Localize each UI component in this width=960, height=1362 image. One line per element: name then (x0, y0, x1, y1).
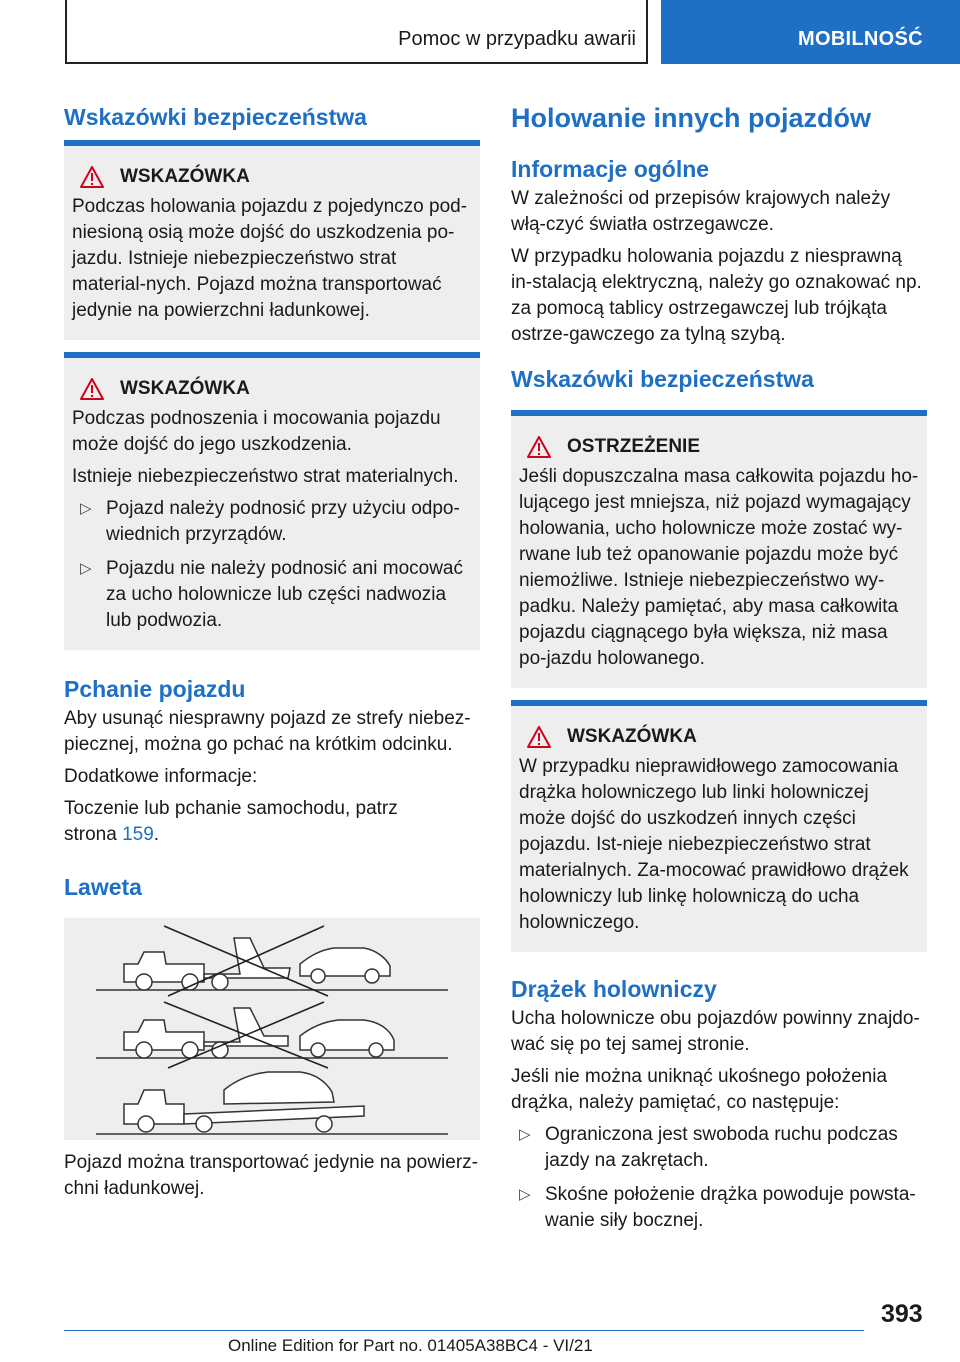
push-heading: Pchanie pojazdu (64, 676, 246, 702)
edition-footer: Online Edition for Part no. 01405A38BC4 - VI/21 (228, 1336, 593, 1355)
bar-list (511, 1122, 927, 1234)
right-safety-heading: Wskazówki bezpieczeństwa (511, 366, 814, 392)
page-link[interactable]: 159 (122, 824, 154, 845)
bar-text: Jeśli nie można uniknąć ukośnego położenia drążka, należy pamiętać, co następuje: (511, 1066, 888, 1113)
note-text: Podczas podnoszenia i mocowania pojazdu może dojść do jego uszkodzenia. (72, 408, 441, 455)
note-box-1 (64, 140, 480, 340)
note-text: W przypadku nieprawidłowego zamocowania drążka holowniczego lub linki holowniczej może dojść do uszkodzeń innych części pojazdu. Ist-nieje niebezpieczeństwo strat materialnych. Za-mocować prawidłowo drążek holowniczy lub linkę holowniczą do ucha holowniczego. (519, 756, 909, 933)
bar-heading: Drążek holowniczy (511, 976, 717, 1002)
general-text: W zależności od przepisów krajowych należy włą-czyć światła ostrzegawcze. (511, 188, 891, 235)
warning-triangle-icon (80, 378, 104, 400)
note-label: WSKAZÓWKA (120, 166, 250, 187)
warning-label: OSTRZEŻENIE (567, 436, 701, 457)
right-column (511, 98, 927, 1242)
laweta-heading: Laweta (64, 874, 142, 900)
header-frame (65, 0, 648, 64)
note-box-2 (64, 352, 480, 650)
left-column (64, 98, 480, 1208)
chapter-tab-label: MOBILNOŚĆ (798, 28, 923, 50)
list-item: ▷ Ograniczona jest swoboda ruchu podczas jazdy na zakrętach. (519, 1124, 898, 1171)
list-item: ▷ Pojazd należy podnosić przy użyciu odpo-wiednich przyrządów. (80, 498, 460, 545)
note-label: WSKAZÓWKA (120, 378, 250, 399)
towing-illustration-svg (64, 918, 480, 1140)
note-label: WSKAZÓWKA (567, 726, 697, 747)
general-text: W przypadku holowania pojazdu z niesprawną in-stalacją elektryczną, należy go oznakować np. za pomocą tablicy ostrzegawczej lub trójkąta ostrze-gawczego za tylną szybą. (511, 246, 922, 345)
warning-text: Jeśli dopuszczalna masa całkowita pojazdu ho-lującego jest mniejsza, niż pojazd wymagający holowania, ucho holownicze może zostać wy-rwane lub też opanowanie pojazdu może być niemożliwe. Istnieje niebezpieczeństwo wy-padku. Należy pamiętać, aby masa całkowita pojazdu ciągnącego była większa, niż masa po-jazdu holowanego. (519, 466, 919, 669)
illustration-caption: Pojazd można transportować jedynie na powierz-chni ładunkowej. (64, 1152, 478, 1199)
footer-divider (64, 1330, 864, 1331)
page-number: 393 (881, 1300, 923, 1328)
push-text: Dodatkowe informacje: (64, 766, 258, 787)
left-safety-heading: Wskazówki bezpieczeństwa (64, 104, 367, 130)
list-item: ▷ Skośne położenie drążka powoduje powsta-wanie siły bocznej. (519, 1184, 916, 1231)
main-heading: Holowanie innych pojazdów (511, 103, 872, 133)
push-text: Toczenie lub pchanie samochodu, patrz strona 159. (64, 798, 398, 845)
note-box-3 (511, 700, 927, 952)
warning-triangle-icon (527, 726, 551, 748)
triangle-bullet-icon: ▷ (80, 500, 92, 517)
warning-triangle-icon (80, 166, 104, 188)
towing-illustration (64, 918, 480, 1140)
note-list (72, 496, 472, 634)
triangle-bullet-icon: ▷ (519, 1126, 531, 1143)
general-heading: Informacje ogólne (511, 156, 710, 182)
section-title: Pomoc w przypadku awarii (398, 28, 636, 50)
push-text: Aby usunąć niesprawny pojazd ze strefy niebez-piecznej, można go pchać na krótkim odcinku. (64, 708, 471, 755)
warning-box (511, 410, 927, 688)
list-item: ▷ Pojazdu nie należy podnosić ani mocować za ucho holownicze lub części nadwozia lub podwozia. (80, 558, 463, 631)
note-text: Istnieje niebezpieczeństwo strat materialnych. (72, 466, 459, 487)
triangle-bullet-icon: ▷ (80, 560, 92, 577)
triangle-bullet-icon: ▷ (519, 1186, 531, 1203)
note-text: Podczas holowania pojazdu z pojedynczo pod-niesioną osią może dojść do uszkodzenia po-jazdu. Istnieje niebezpieczeństwo strat material-nych. Pojazd można transportować jedynie na powierzchni ładunkowej. (72, 196, 468, 321)
bar-text: Ucha holownicze obu pojazdów powinny znajdo-wać się po tej samej stronie. (511, 1008, 920, 1055)
warning-triangle-icon (527, 436, 551, 458)
chapter-tab[interactable] (661, 0, 960, 64)
